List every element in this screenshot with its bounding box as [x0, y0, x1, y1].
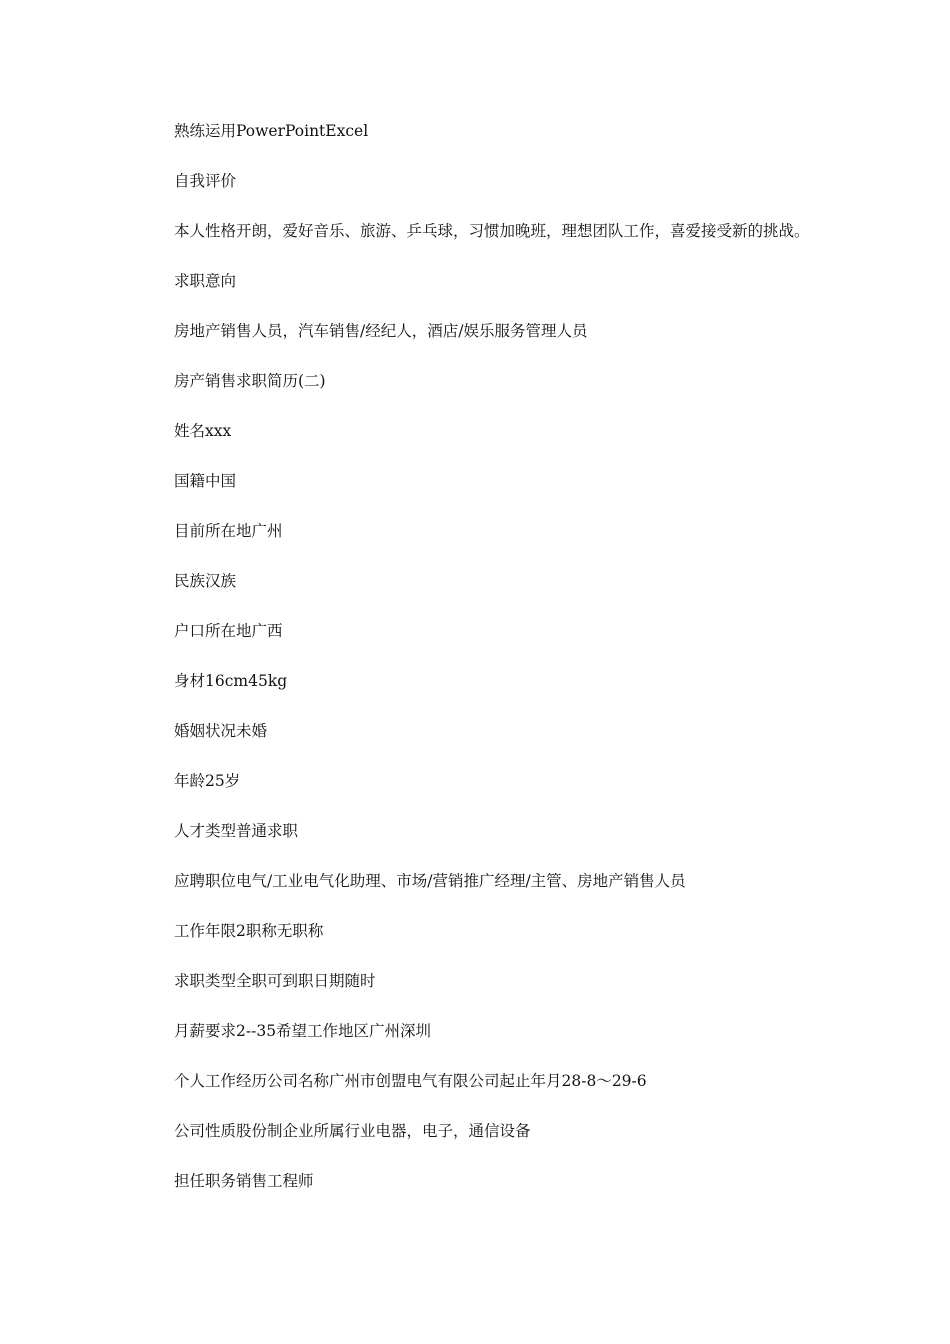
ethnicity-line: 民族汉族 — [174, 572, 237, 590]
job-intention-heading: 求职意向 — [174, 272, 237, 290]
current-location-line: 目前所在地广州 — [174, 522, 283, 540]
nationality-line: 国籍中国 — [174, 472, 237, 490]
age-line: 年龄25岁 — [174, 772, 241, 790]
applied-position-line: 应聘职位电气/工业电气化助理、市场/营销推广经理/主管、房地产销售人员 — [174, 872, 686, 890]
talent-type-line: 人才类型普通求职 — [174, 822, 299, 840]
household-registration-line: 户口所在地广西 — [174, 622, 283, 640]
marital-status-line: 婚姻状况未婚 — [174, 722, 268, 740]
self-evaluation-heading: 自我评价 — [174, 172, 237, 190]
job-intention-paragraph: 房地产销售人员，汽车销售/经纪人，酒店/娱乐服务管理人员 — [174, 322, 588, 340]
document-body — [140, 118, 816, 1218]
position-held-line: 担任职务销售工程师 — [174, 1172, 314, 1190]
skills-paragraph: 熟练运用PowerPointExcel — [174, 122, 369, 140]
work-experience-line: 个人工作经历公司名称广州市创盟电气有限公司起止年月28-8～29-6 — [174, 1072, 647, 1090]
resume-title: 房产销售求职简历(二) — [174, 372, 326, 390]
salary-line: 月薪要求2--35希望工作地区广州深圳 — [174, 1022, 432, 1040]
job-type-line: 求职类型全职可到职日期随时 — [174, 972, 376, 990]
work-years-line: 工作年限2职称无职称 — [174, 922, 324, 940]
height-weight-line: 身材16cm45kg — [174, 672, 288, 690]
name-line: 姓名xxx — [174, 422, 232, 440]
self-evaluation-paragraph: 本人性格开朗，爱好音乐、旅游、乒乓球，习惯加晚班，理想团队工作，喜爱接受新的挑战。 — [174, 222, 810, 240]
company-nature-line: 公司性质股份制企业所属行业电器，电子，通信设备 — [174, 1122, 531, 1140]
